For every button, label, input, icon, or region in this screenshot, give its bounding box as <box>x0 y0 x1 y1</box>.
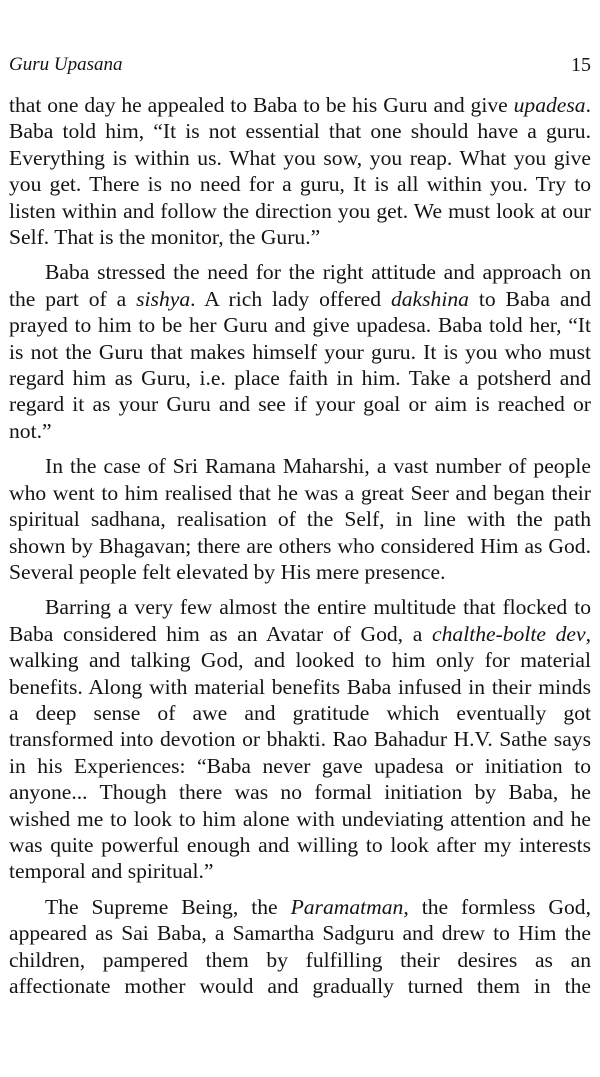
paragraph <box>9 92 591 250</box>
italic-term: dakshina <box>390 286 469 311</box>
page-header <box>9 50 591 80</box>
italic-term: sishya <box>136 286 191 311</box>
text-run: Baba stressed the need for the right attitude and approach on the part of a <box>9 260 591 311</box>
text-run: The Supreme Being, the <box>45 894 291 919</box>
text-run: . Baba told him, “It is not essential that one should have a guru. Everything is within us. What you sow, you reap. What you give you get. There is no need for a guru, It is all within you. Try to listen within and follow the direction you get. We must look at our Self. That is the monitor, the Guru.” <box>9 93 591 250</box>
italic-term: chalthe-bolte dev <box>432 621 586 646</box>
text-run: that one day he appealed to Baba to be his Guru and give <box>9 93 514 117</box>
text-run: , walking and talking God, and looked to him only for material benefits. Along with material benefits Baba infused in their minds a deep sense of awe and gratitude which eventually got transformed into devotion or bhakti. Rao Bahadur H.V. Sathe says in his Experiences: “Baba never gave upadesa or initiation to anyone... Though there was no formal initiation by Baba, he wished me to look to him alone with undeviating attention and he was quite powerful enough and willing to look after my interests temporal and spiritual.” <box>9 621 591 884</box>
italic-term: upadesa <box>513 93 586 117</box>
paragraph <box>9 453 591 585</box>
body-text <box>9 92 591 999</box>
italic-term: Paramatman <box>290 894 404 919</box>
text-run: . A rich lady offered <box>190 286 391 311</box>
text-run: Barring a very few almost the entire multitude that flocked to Baba considered him as an Avatar of God, a <box>9 595 591 646</box>
page-number: 15 <box>571 54 591 76</box>
paragraph <box>9 259 591 444</box>
text-run: In the case of Sri Ramana Maharshi, a vast number of people who went to him realised that he was a great Seer and began their spiritual sadhana, realisation of the Self, in line with the path shown by Bhagavan; there are others who considered Him as God. Several people felt elevated by His mere presence. <box>9 454 591 584</box>
text-run: to Baba and prayed to him to be her Guru and give upadesa. Baba told her, “It is not the Guru that makes himself your guru. It is you who must regard him as Guru, i.e. place faith in him. Take a potsherd and regard it as your Guru and see if your goal or aim is reached or not.” <box>9 286 591 443</box>
paragraph <box>9 894 591 1000</box>
text-run: , the formless God, appeared as Sai Baba, a Samartha Sadguru and drew to Him the children, pampered them by fulfilling their desires as an affectionate mother would and gradually turned them in the <box>9 894 591 998</box>
paragraph <box>9 594 591 884</box>
running-title: Guru Upasana <box>9 54 123 75</box>
